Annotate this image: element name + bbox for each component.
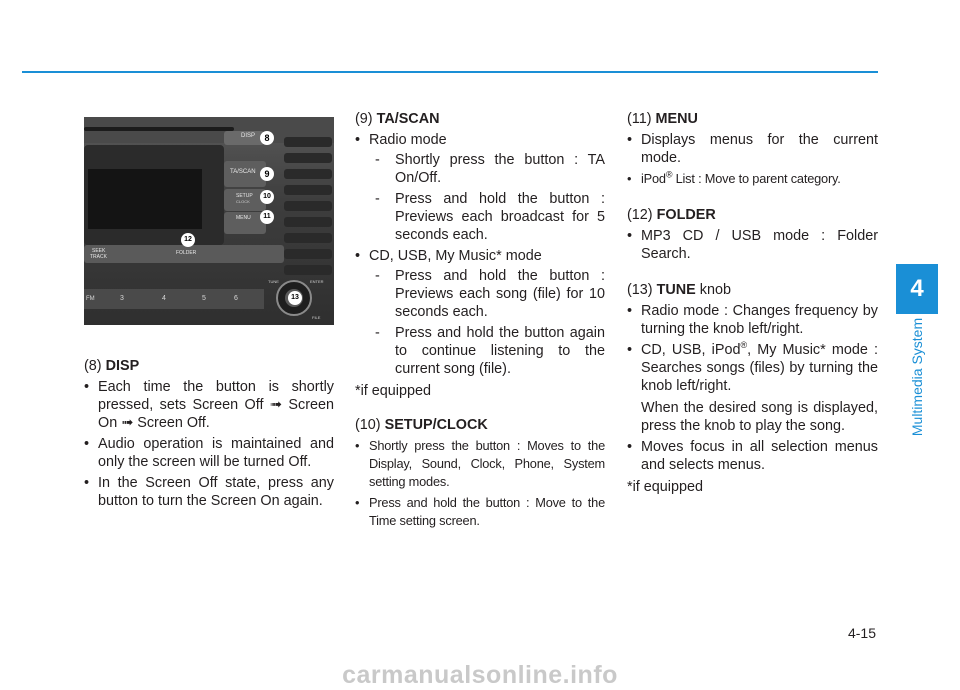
folder-button-label: FOLDER bbox=[176, 250, 197, 256]
menu-bullet-list bbox=[627, 131, 878, 188]
file-knob-label: FILE bbox=[312, 315, 321, 320]
callout-8: 8 bbox=[260, 131, 274, 145]
menu-button-label: MENU bbox=[236, 215, 251, 221]
menu-heading-text: MENU bbox=[655, 111, 698, 127]
list-item: • Audio operation is maintained and only the screen will be turned Off. bbox=[84, 435, 334, 471]
chapter-title bbox=[896, 312, 938, 442]
setup-button-label: SETUP bbox=[236, 193, 253, 199]
ipod-text: iPod bbox=[641, 171, 666, 186]
list-item: • Moves focus in all selection menus and selects menus. bbox=[627, 438, 878, 474]
menu-heading bbox=[627, 110, 878, 128]
setup-heading bbox=[355, 416, 605, 434]
chapter-number-tab: 4 bbox=[896, 264, 938, 314]
column-disp bbox=[84, 357, 334, 514]
preset-3-label: 3 bbox=[120, 295, 124, 302]
page-number: 4-15 bbox=[847, 625, 876, 641]
tune-heading bbox=[627, 281, 878, 299]
radio-panel-illustration bbox=[84, 117, 334, 325]
list-item bbox=[627, 170, 878, 188]
list-item: • Radio mode : Changes frequency by turning the knob left/right. bbox=[627, 302, 878, 338]
list-item: - Press and hold the button : Previews each broadcast for 5 seconds each. bbox=[369, 190, 605, 244]
list-item bbox=[355, 131, 605, 244]
radio-mode-sublist bbox=[369, 151, 605, 244]
cd-mode-label: CD, USB, My Music* mode bbox=[369, 248, 542, 264]
ta-scan-button-label: TA/SCAN bbox=[230, 169, 256, 175]
ipod-list-text: List : Move to parent category. bbox=[672, 171, 841, 186]
ta-scan-heading bbox=[355, 110, 605, 128]
tune-heading-suffix: knob bbox=[695, 282, 731, 298]
cd-mode-sublist bbox=[369, 267, 605, 378]
disp-heading bbox=[84, 357, 334, 375]
watermark: carmanualsonline.info bbox=[342, 661, 618, 689]
list-item bbox=[355, 247, 605, 378]
preset-4-label: 4 bbox=[162, 295, 166, 302]
chapter-title-text: Multimedia System bbox=[909, 317, 925, 437]
tune-heading-text: TUNE bbox=[656, 282, 696, 298]
disp-bullet-list bbox=[84, 378, 334, 510]
tune-bullet-list bbox=[627, 302, 878, 474]
list-item: • Shortly press the button : Moves to the Display, Sound, Clock, Phone, System setting modes. bbox=[355, 437, 605, 491]
list-item: • Each time the button is shortly pressed, sets Screen Off ➟ Screen On ➟ Screen Off. bbox=[84, 378, 334, 432]
folder-bullet-list bbox=[627, 227, 878, 263]
header-rule bbox=[22, 71, 878, 73]
list-item: • In the Screen Off state, press any button to turn the Screen On again. bbox=[84, 474, 334, 510]
enter-knob-label: ENTER bbox=[310, 279, 324, 284]
list-item: - Press and hold the button : Previews each song (file) for 10 seconds each. bbox=[369, 267, 605, 321]
tune-heading-number: (13) bbox=[627, 282, 657, 298]
list-item: - Shortly press the button : TA On/Off. bbox=[369, 151, 605, 187]
track-button-label: TRACK bbox=[90, 254, 107, 260]
list-item: • Displays menus for the current mode. bbox=[627, 131, 878, 167]
tune-mode-desc: , My Music* mode : Searches songs (files) by turning the knob left/right. bbox=[641, 342, 878, 394]
footnote: *if equipped bbox=[627, 479, 704, 495]
list-item: • MP3 CD / USB mode : Folder Search. bbox=[627, 227, 878, 263]
menu-heading-number: (11) bbox=[627, 111, 656, 127]
setup-heading-text: SETUP/CLOCK bbox=[384, 417, 488, 433]
disp-button-label: DISP bbox=[241, 133, 256, 139]
callout-13: 13 bbox=[288, 291, 302, 305]
tune-knob-label: TUNE bbox=[268, 279, 279, 284]
folder-heading-number: (12) bbox=[627, 207, 657, 223]
seek-button-label: SEEK bbox=[92, 248, 106, 254]
footnote: *if equipped bbox=[355, 383, 432, 399]
column-ta-scan-setup bbox=[355, 110, 605, 534]
disp-heading-number: (8) bbox=[84, 358, 106, 374]
clock-button-label: CLOCK bbox=[236, 199, 250, 204]
ta-scan-heading-number: (9) bbox=[355, 111, 377, 127]
registered-mark: ® bbox=[740, 340, 748, 351]
setup-heading-number: (10) bbox=[355, 417, 385, 433]
list-item: - Press and hold the button again to continue listening to the current song (file). bbox=[369, 324, 605, 378]
preset-6-label: 6 bbox=[234, 295, 238, 302]
tune-mode-text: CD, USB, iPod bbox=[641, 342, 741, 358]
callout-11: 11 bbox=[260, 210, 274, 224]
list-item: • Press and hold the button : Move to the Time setting screen. bbox=[355, 494, 605, 530]
fm-button-label: FM bbox=[86, 296, 95, 302]
setup-bullet-list bbox=[355, 437, 605, 530]
callout-12: 12 bbox=[181, 233, 195, 247]
ta-scan-bullet-list bbox=[355, 131, 605, 378]
tune-paragraph: When the desired song is displayed, press the knob to play the song. bbox=[641, 400, 878, 434]
folder-heading bbox=[627, 206, 878, 224]
radio-mode-label: Radio mode bbox=[369, 132, 447, 148]
folder-heading-text: FOLDER bbox=[656, 207, 716, 223]
column-menu-folder-tune bbox=[627, 110, 878, 498]
disp-heading-text: DISP bbox=[105, 358, 140, 374]
callout-10: 10 bbox=[260, 190, 274, 204]
list-item bbox=[627, 341, 878, 435]
ta-scan-heading-text: TA/SCAN bbox=[376, 111, 440, 127]
preset-5-label: 5 bbox=[202, 295, 206, 302]
callout-9: 9 bbox=[260, 167, 274, 181]
registered-mark: ® bbox=[665, 169, 673, 180]
